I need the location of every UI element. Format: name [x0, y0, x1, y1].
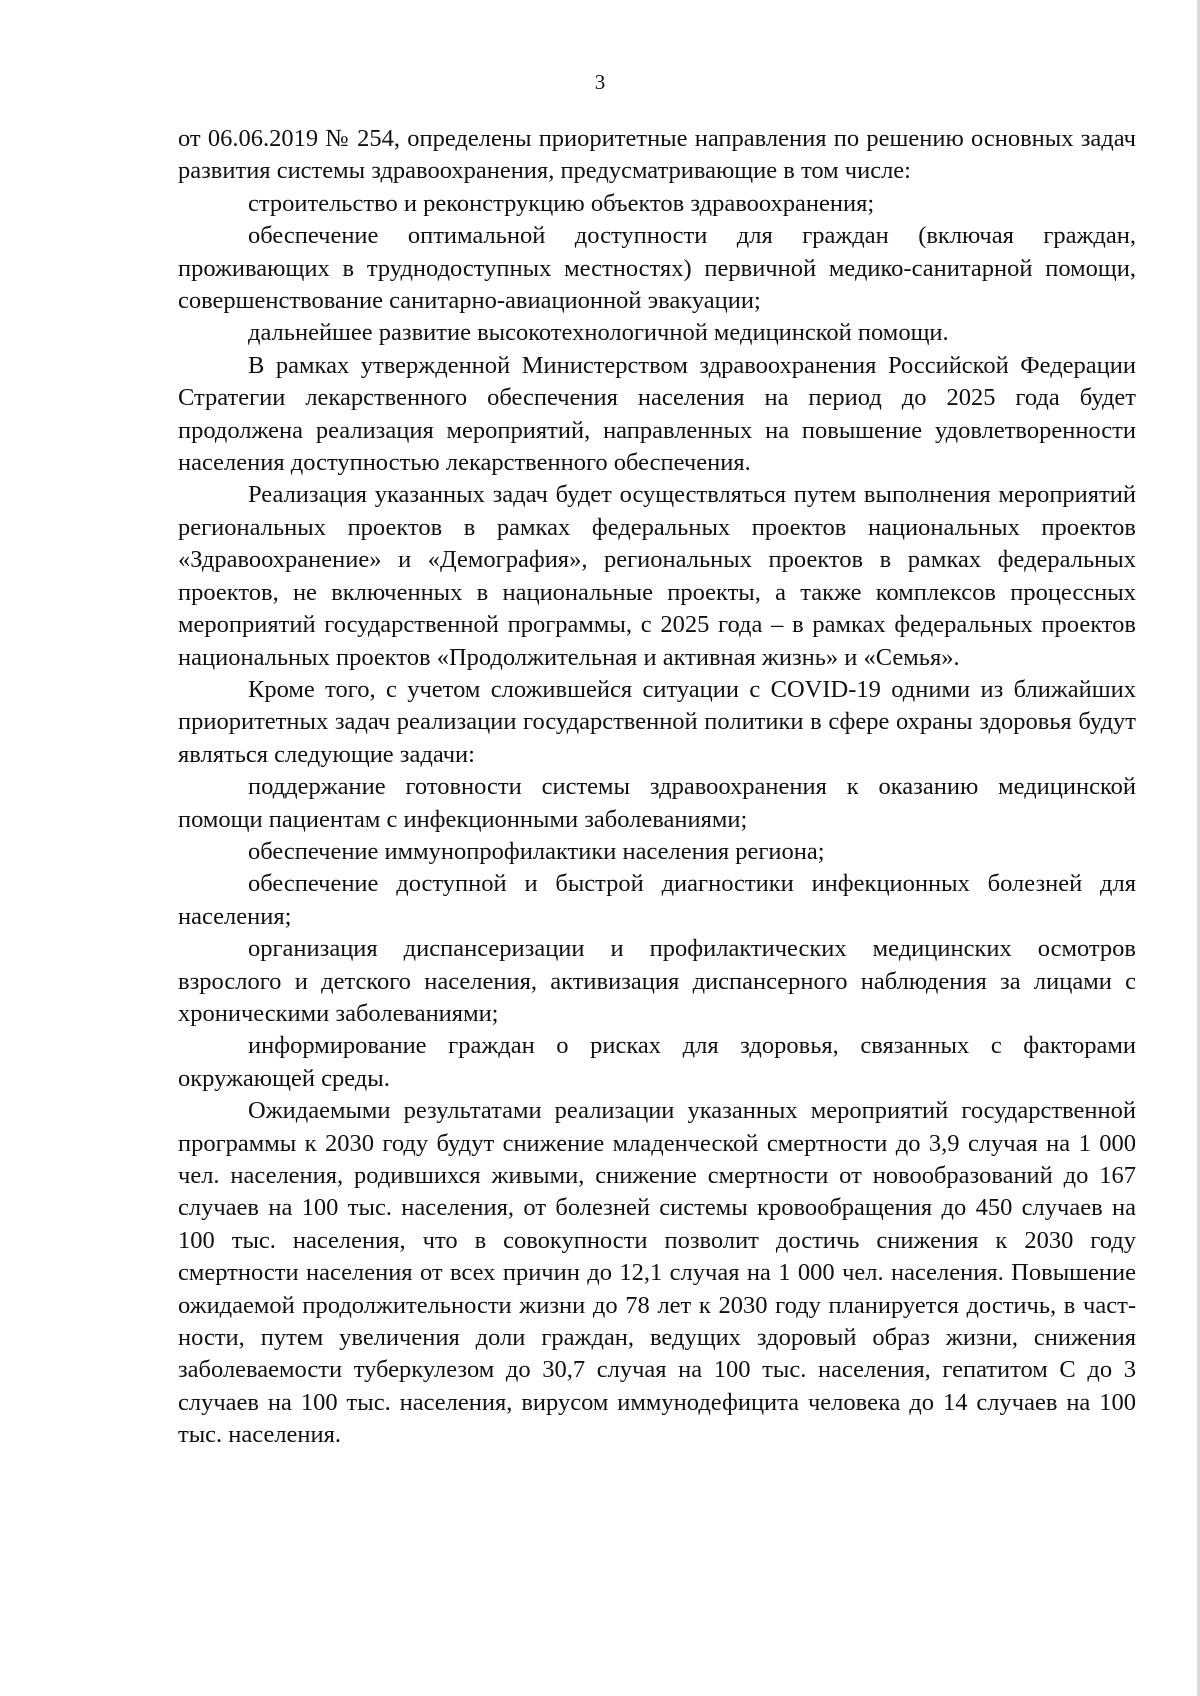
list-item-high-tech-care: дальнейшее развитие высокотехнологичной медицинской помощи. — [248, 319, 949, 347]
paragraph-implementation: Реализация указанных задач будет осуществляться путем выполнения мероприятий региональных проектов в рамках федеральных проектов национальных проектов «Здравоохранение» и «Демография», региональных проектов в рамках федеральных проектов, не включенных в национальные проекты, а также комплексов процессных мероприятий государственной программы, с 2025 года – в рамках федеральных проектов национальных проектов «Продолжительная и активная жизнь» и «Семья». — [178, 481, 1136, 671]
list-item-diagnostics: обеспечение доступной и быстрой диагностики инфекционных болезней для населения; — [178, 870, 1136, 930]
list-item-checkups: организация диспансеризации и профилактических медицинских осмотров взрослого и детского населения, активизация диспансерного наблюдения за лицами с хроническими заболеваниями; — [178, 935, 1136, 1027]
document-body — [178, 123, 1136, 1452]
list-item-accessibility: обеспечение оптимальной доступности для граждан (включая граждан, проживающих в труднодоступных местностях) первичной медико-санитарной помощи, совершенствование санитарно-авиационной эвакуации; — [178, 222, 1136, 315]
list-item-construction: строительство и реконструкцию объектов здравоохранения; — [248, 189, 875, 217]
list-item-readiness: поддержание готовности системы здравоохранения к оказанию медицинской помощи пациентам с инфекционными заболеваниями; — [178, 773, 1136, 833]
paragraph-expected-results: Ожидаемыми результатами реализации указанных мероприятий государственной программы к 2030 году будут снижение младенческой смертности до 3,9 случая на 1 000 чел. населения, родившихся живыми, снижение смертности от новообразований до 167 случаев на 100 тыс. населения, от болезней системы кровообращения до 450 случаев на 100 тыс. населения, что в совокупности позволит достичь снижения к 2030 году смертности населения от всех причин до 12,1 случая на 1 000 чел. населения. Повышение ожидаемой продолжительности жизни до 78 лет к 2030 году планируется достичь, в частности, путем увеличения доли граждан, ведущих здоровый образ жизни, снижения заболеваемости туберкулезом до 30,7 случая на 100 тыс. населения, гепатитом С до 3 случаев на 100 тыс. населения, вирусом иммунодефицита человека до 14 случаев на 100 тыс. населения. — [178, 1097, 1136, 1449]
paragraph-drug-strategy: В рамках утвержденной Министерством здравоохранения Российской Федерации Стратегии лекарственного обеспечения населения на период до 2025 года будет продолжена реализация мероприятий, направленных на повышение удовлетворенности населения доступностью лекарственного обеспечения. — [178, 351, 1136, 477]
paragraph-covid-priorities: Кроме того, с учетом сложившейся ситуации с COVID-19 одними из ближайших приоритетных задач реализации государственной политики в сфере охраны здоровья будут являться следующие задачи: — [178, 675, 1136, 768]
paragraph-intro: от 06.06.2019 № 254, определены приоритетные направления по решению основных задач развития системы здравоохранения, предусматривающие в том числе: — [178, 125, 1136, 185]
list-item-risk-information: информирование граждан о рисках для здоровья, связанных с факторами окружающей среды. — [178, 1032, 1136, 1092]
list-item-immunization: обеспечение иммунопрофилактики населения региона; — [248, 837, 825, 865]
page-number: 3 — [594, 70, 606, 94]
